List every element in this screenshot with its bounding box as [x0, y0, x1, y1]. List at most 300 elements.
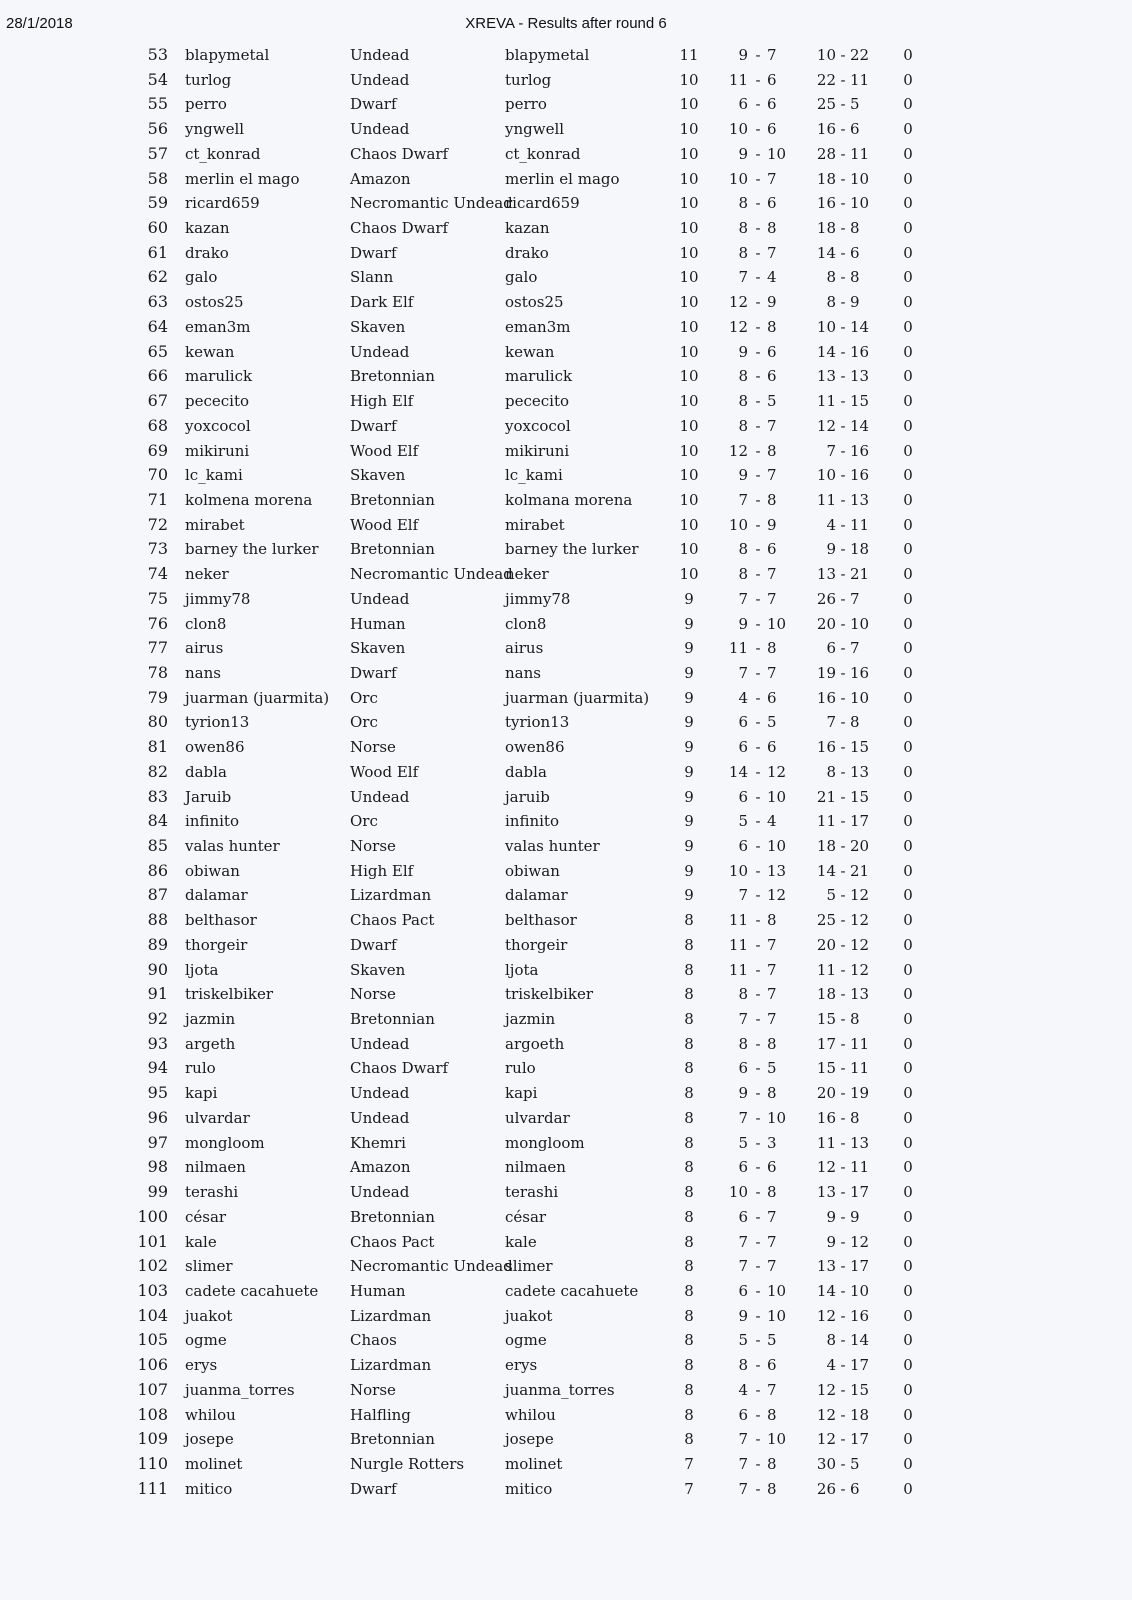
last-cell: 0: [903, 1207, 913, 1226]
points-cell: 10: [679, 490, 699, 509]
td-against-cell: 6: [767, 95, 777, 114]
points-cell: 10: [679, 441, 699, 460]
last-cell: 0: [903, 120, 913, 139]
last-cell: 0: [903, 812, 913, 831]
td-for-cell: 7: [738, 268, 748, 287]
last-cell: 0: [903, 540, 913, 559]
last-cell: 0: [903, 441, 913, 460]
last-cell: 0: [903, 1010, 913, 1029]
points-cell: 10: [679, 95, 699, 114]
points-cell: 10: [679, 243, 699, 262]
rank-cell: 109: [137, 1429, 168, 1449]
points-cell: 8: [684, 1034, 694, 1053]
coach-cell: juanma_torres: [505, 1380, 615, 1399]
rank-cell: 62: [147, 267, 168, 287]
td-against-cell: 7: [767, 935, 777, 954]
coach-cell: whilou: [505, 1405, 556, 1424]
race-cell: Halfling: [350, 1405, 411, 1424]
rank-cell: 61: [147, 242, 168, 262]
cas-against-cell: 9: [850, 1207, 860, 1226]
td-against-cell: 5: [767, 1331, 777, 1350]
points-cell: 8: [684, 1108, 694, 1127]
cas-for-cell: 16: [816, 688, 836, 707]
coach-cell: obiwan: [505, 861, 560, 880]
cas-separator: -: [840, 1084, 846, 1103]
last-cell: 0: [903, 1183, 913, 1202]
table-row: [0, 1279, 1132, 1304]
team-name-cell: belthasor: [185, 911, 257, 930]
coach-cell: dabla: [505, 762, 547, 781]
table-row: [0, 389, 1132, 414]
cas-separator: -: [840, 837, 846, 855]
td-against-cell: 8: [767, 1454, 777, 1473]
td-for-cell: 6: [738, 738, 748, 757]
td-for-cell: 10: [728, 861, 748, 880]
cas-against-cell: 17: [850, 1257, 870, 1276]
race-cell: Bretonnian: [350, 367, 435, 386]
race-cell: Bretonnian: [350, 1430, 435, 1449]
table-row: [0, 315, 1132, 340]
last-cell: 0: [903, 169, 913, 188]
td-for-cell: 9: [738, 342, 748, 361]
cas-against-cell: 8: [850, 1108, 860, 1127]
race-cell: Chaos Dwarf: [350, 219, 449, 238]
cas-against-cell: 15: [850, 787, 870, 806]
team-name-cell: kolmena morena: [185, 490, 313, 509]
coach-cell: molinet: [505, 1454, 563, 1473]
table-row: [0, 414, 1132, 439]
td-for-cell: 12: [728, 293, 748, 312]
cas-separator: -: [840, 540, 846, 559]
cas-against-cell: 12: [850, 935, 870, 954]
cas-against-cell: 11: [850, 515, 870, 534]
team-name-cell: erys: [185, 1356, 218, 1375]
last-cell: 0: [903, 1133, 913, 1152]
cas-separator: -: [840, 169, 846, 188]
cas-separator: -: [840, 812, 846, 831]
cas-separator: -: [840, 293, 846, 312]
td-for-cell: 7: [738, 1232, 748, 1251]
coach-cell: mongloom: [505, 1133, 585, 1152]
points-cell: 9: [684, 738, 694, 757]
td-against-cell: 6: [767, 70, 777, 89]
team-name-cell: cadete cacahuete: [185, 1281, 319, 1300]
points-cell: 10: [679, 268, 699, 287]
rank-cell: 68: [147, 415, 168, 435]
cas-separator: -: [840, 565, 846, 584]
points-cell: 8: [684, 1059, 694, 1078]
td-for-cell: 6: [738, 713, 748, 732]
td-for-cell: 6: [738, 1405, 748, 1424]
race-cell: Undead: [350, 1034, 410, 1053]
race-cell: Dwarf: [350, 935, 397, 954]
points-cell: 8: [684, 935, 694, 954]
cas-for-cell: 10: [816, 46, 836, 64]
race-cell: Undead: [350, 787, 410, 806]
td-against-cell: 6: [767, 688, 777, 707]
team-name-cell: Jaruib: [185, 787, 232, 806]
cas-against-cell: 17: [850, 1183, 870, 1202]
race-cell: Skaven: [350, 317, 406, 336]
race-cell: Undead: [350, 1183, 410, 1202]
last-cell: 0: [903, 663, 913, 682]
team-name-cell: barney the lurker: [185, 540, 319, 559]
last-cell: 0: [903, 416, 913, 435]
cas-separator: -: [840, 1405, 846, 1424]
cas-for-cell: 14: [816, 1281, 836, 1300]
points-cell: 8: [684, 1158, 694, 1177]
last-cell: 0: [903, 1108, 913, 1127]
race-cell: Necromantic Undead: [350, 1257, 513, 1276]
points-cell: 10: [679, 565, 699, 584]
points-cell: 9: [684, 861, 694, 880]
table-row: [0, 1056, 1132, 1081]
td-against-cell: 7: [767, 416, 777, 435]
last-cell: 0: [903, 861, 913, 880]
td-for-cell: 8: [738, 985, 748, 1004]
cas-for-cell: 20: [816, 1084, 836, 1103]
td-for-cell: 8: [738, 392, 748, 411]
cas-separator: -: [840, 219, 846, 238]
td-against-cell: 5: [767, 1059, 777, 1078]
last-cell: 0: [903, 985, 913, 1004]
rank-cell: 84: [147, 811, 168, 831]
coach-cell: juarman (juarmita): [505, 688, 650, 707]
td-against-cell: 7: [767, 1257, 777, 1276]
coach-cell: ct_konrad: [505, 144, 581, 163]
cas-for-cell: 18: [816, 169, 836, 188]
cas-against-cell: 16: [850, 441, 870, 460]
cas-against-cell: 5: [850, 95, 860, 114]
race-cell: Human: [350, 614, 406, 633]
team-name-cell: terashi: [185, 1183, 239, 1202]
td-for-cell: 11: [728, 639, 748, 658]
table-row: [0, 1304, 1132, 1329]
points-cell: 8: [684, 1331, 694, 1350]
race-cell: Khemri: [350, 1133, 406, 1152]
team-name-cell: clon8: [185, 614, 227, 633]
team-name-cell: mirabet: [185, 515, 245, 534]
cas-for-cell: 13: [816, 1257, 836, 1276]
cas-against-cell: 13: [850, 1133, 870, 1152]
points-cell: 11: [679, 46, 699, 64]
td-for-cell: 6: [738, 1059, 748, 1078]
cas-separator: -: [840, 194, 846, 213]
points-cell: 8: [684, 1257, 694, 1276]
table-row: [0, 290, 1132, 315]
race-cell: Chaos Pact: [350, 1232, 435, 1251]
cas-separator: -: [840, 95, 846, 114]
td-separator: -: [755, 515, 761, 534]
td-separator: -: [755, 317, 761, 336]
td-separator: -: [755, 1084, 761, 1103]
cas-separator: -: [840, 1454, 846, 1473]
td-for-cell: 6: [738, 1158, 748, 1177]
race-cell: Norse: [350, 1380, 396, 1399]
cas-separator: -: [840, 1331, 846, 1350]
table-row: [0, 1081, 1132, 1106]
race-cell: Lizardman: [350, 886, 432, 905]
rank-cell: 96: [147, 1107, 168, 1127]
coach-cell: argoeth: [505, 1034, 565, 1053]
cas-against-cell: 13: [850, 762, 870, 781]
cas-for-cell: 21: [816, 787, 836, 806]
coach-cell: kazan: [505, 219, 550, 238]
td-for-cell: 10: [728, 169, 748, 188]
cas-for-cell: 9: [826, 1207, 836, 1226]
cas-against-cell: 17: [850, 812, 870, 831]
td-separator: -: [755, 738, 761, 757]
rank-cell: 101: [137, 1231, 168, 1251]
td-separator: -: [755, 1356, 761, 1375]
team-name-cell: eman3m: [185, 317, 251, 336]
last-cell: 0: [903, 787, 913, 806]
td-separator: -: [755, 614, 761, 633]
cas-for-cell: 13: [816, 367, 836, 386]
coach-cell: turlog: [505, 70, 552, 89]
coach-cell: cadete cacahuete: [505, 1281, 639, 1300]
cas-separator: -: [840, 985, 846, 1004]
rank-cell: 73: [147, 539, 168, 559]
last-cell: 0: [903, 46, 913, 64]
rank-cell: 110: [137, 1453, 168, 1473]
rank-cell: 105: [137, 1330, 168, 1350]
coach-cell: ogme: [505, 1331, 547, 1350]
last-cell: 0: [903, 268, 913, 287]
cas-separator: -: [840, 614, 846, 633]
td-against-cell: 8: [767, 1405, 777, 1424]
team-name-cell: turlog: [185, 70, 232, 89]
cas-separator: -: [840, 713, 846, 732]
td-against-cell: 10: [767, 1281, 787, 1300]
cas-for-cell: 18: [816, 219, 836, 238]
td-for-cell: 8: [738, 367, 748, 386]
cas-against-cell: 14: [850, 416, 870, 435]
rank-cell: 90: [147, 959, 168, 979]
rank-cell: 94: [147, 1058, 168, 1078]
td-for-cell: 9: [738, 144, 748, 163]
cas-against-cell: 16: [850, 342, 870, 361]
td-separator: -: [755, 886, 761, 905]
cas-against-cell: 16: [850, 663, 870, 682]
table-row: [0, 1155, 1132, 1180]
points-cell: 9: [684, 886, 694, 905]
td-separator: -: [755, 1257, 761, 1276]
coach-cell: clon8: [505, 614, 547, 633]
cas-separator: -: [840, 120, 846, 139]
td-separator: -: [755, 95, 761, 114]
td-against-cell: 6: [767, 120, 777, 139]
race-cell: Human: [350, 1281, 406, 1300]
team-name-cell: kale: [185, 1232, 217, 1251]
rank-cell: 85: [147, 836, 168, 855]
team-name-cell: josepe: [185, 1430, 234, 1449]
points-cell: 7: [684, 1454, 694, 1473]
coach-cell: dalamar: [505, 886, 568, 905]
cas-for-cell: 16: [816, 738, 836, 757]
cas-against-cell: 10: [850, 194, 870, 213]
cas-against-cell: 11: [850, 1059, 870, 1078]
cas-for-cell: 30: [816, 1454, 836, 1473]
cas-against-cell: 17: [850, 1430, 870, 1449]
last-cell: 0: [903, 317, 913, 336]
race-cell: Bretonnian: [350, 540, 435, 559]
race-cell: Wood Elf: [350, 515, 419, 534]
table-row: [0, 661, 1132, 686]
td-separator: -: [755, 713, 761, 732]
race-cell: Dwarf: [350, 1479, 397, 1498]
cas-for-cell: 16: [816, 120, 836, 139]
cas-for-cell: 7: [826, 713, 836, 732]
race-cell: Dark Elf: [350, 293, 414, 312]
cas-for-cell: 9: [826, 1232, 836, 1251]
table-row: [0, 562, 1132, 587]
team-name-cell: césar: [185, 1207, 227, 1226]
table-row: [0, 142, 1132, 167]
rank-cell: 82: [147, 761, 168, 781]
cas-separator: -: [840, 1010, 846, 1029]
td-for-cell: 9: [738, 1084, 748, 1103]
team-name-cell: drako: [185, 243, 229, 262]
cas-for-cell: 12: [816, 416, 836, 435]
points-cell: 8: [684, 960, 694, 979]
table-row: [0, 735, 1132, 760]
cas-separator: -: [840, 317, 846, 336]
cas-for-cell: 25: [816, 911, 836, 930]
td-for-cell: 14: [728, 762, 748, 781]
team-name-cell: kazan: [185, 219, 230, 238]
team-name-cell: obiwan: [185, 861, 240, 880]
table-row: [0, 1254, 1132, 1279]
table-row: [0, 1477, 1132, 1502]
td-against-cell: 9: [767, 293, 777, 312]
td-separator: -: [755, 935, 761, 954]
cas-separator: -: [840, 960, 846, 979]
cas-separator: -: [840, 738, 846, 757]
coach-cell: tyrion13: [505, 713, 570, 732]
td-against-cell: 8: [767, 490, 777, 509]
td-against-cell: 7: [767, 960, 777, 979]
td-separator: -: [755, 1133, 761, 1152]
last-cell: 0: [903, 886, 913, 905]
points-cell: 9: [684, 713, 694, 732]
td-for-cell: 7: [738, 490, 748, 509]
race-cell: High Elf: [350, 861, 414, 880]
table-row: [0, 809, 1132, 834]
td-against-cell: 13: [767, 861, 787, 880]
table-row: [0, 1131, 1132, 1156]
td-separator: -: [755, 46, 761, 64]
cas-separator: -: [840, 589, 846, 608]
rank-cell: 59: [147, 193, 168, 213]
cas-separator: -: [840, 688, 846, 707]
td-separator: -: [755, 762, 761, 781]
td-against-cell: 7: [767, 985, 777, 1004]
cas-separator: -: [840, 1356, 846, 1375]
cas-against-cell: 12: [850, 886, 870, 905]
td-for-cell: 5: [738, 1133, 748, 1152]
cas-for-cell: 12: [816, 1158, 836, 1177]
race-cell: Dwarf: [350, 95, 397, 114]
td-against-cell: 7: [767, 1380, 777, 1399]
last-cell: 0: [903, 243, 913, 262]
table-row: [0, 439, 1132, 464]
cas-separator: -: [840, 663, 846, 682]
points-cell: 8: [684, 1207, 694, 1226]
rank-cell: 55: [147, 94, 168, 114]
table-row: [0, 1007, 1132, 1032]
points-cell: 9: [684, 639, 694, 658]
cas-for-cell: 25: [816, 95, 836, 114]
cas-for-cell: 10: [816, 317, 836, 336]
team-name-cell: juakot: [185, 1306, 233, 1325]
td-separator: -: [755, 367, 761, 386]
last-cell: 0: [903, 1306, 913, 1325]
cas-separator: -: [840, 1183, 846, 1202]
last-cell: 0: [903, 194, 913, 213]
coach-cell: thorgeir: [505, 935, 568, 954]
table-row: [0, 241, 1132, 266]
td-separator: -: [755, 466, 761, 485]
rank-cell: 53: [147, 45, 168, 64]
race-cell: Norse: [350, 738, 396, 757]
coach-cell: ricard659: [505, 194, 580, 213]
td-against-cell: 6: [767, 1356, 777, 1375]
points-cell: 8: [684, 1084, 694, 1103]
team-name-cell: ricard659: [185, 194, 260, 213]
td-for-cell: 8: [738, 194, 748, 213]
table-row: [0, 167, 1132, 192]
td-separator: -: [755, 219, 761, 238]
rank-cell: 75: [147, 588, 168, 608]
td-against-cell: 10: [767, 1430, 787, 1449]
coach-cell: kewan: [505, 342, 555, 361]
cas-against-cell: 16: [850, 1306, 870, 1325]
td-against-cell: 7: [767, 169, 777, 188]
cas-against-cell: 14: [850, 1331, 870, 1350]
cas-separator: -: [840, 787, 846, 806]
rank-cell: 100: [137, 1206, 168, 1226]
last-cell: 0: [903, 144, 913, 163]
points-cell: 9: [684, 812, 694, 831]
points-cell: 10: [679, 144, 699, 163]
coach-cell: ljota: [505, 960, 539, 979]
last-cell: 0: [903, 293, 913, 312]
rank-cell: 67: [147, 391, 168, 411]
coach-cell: terashi: [505, 1183, 559, 1202]
td-against-cell: 10: [767, 1306, 787, 1325]
race-cell: Orc: [350, 713, 378, 732]
last-cell: 0: [903, 837, 913, 855]
table-row: [0, 1353, 1132, 1378]
td-separator: -: [755, 169, 761, 188]
team-name-cell: juarman (juarmita): [185, 688, 330, 707]
cas-against-cell: 10: [850, 169, 870, 188]
points-cell: 10: [679, 293, 699, 312]
last-cell: 0: [903, 1034, 913, 1053]
cas-for-cell: 15: [816, 1010, 836, 1029]
coach-cell: kale: [505, 1232, 537, 1251]
rank-cell: 95: [147, 1083, 168, 1103]
points-cell: 8: [684, 1380, 694, 1399]
td-for-cell: 9: [738, 46, 748, 64]
cas-separator: -: [840, 441, 846, 460]
td-separator: -: [755, 639, 761, 658]
table-row: [0, 612, 1132, 637]
coach-cell: owen86: [505, 738, 565, 757]
points-cell: 10: [679, 540, 699, 559]
rank-cell: 81: [147, 737, 168, 757]
